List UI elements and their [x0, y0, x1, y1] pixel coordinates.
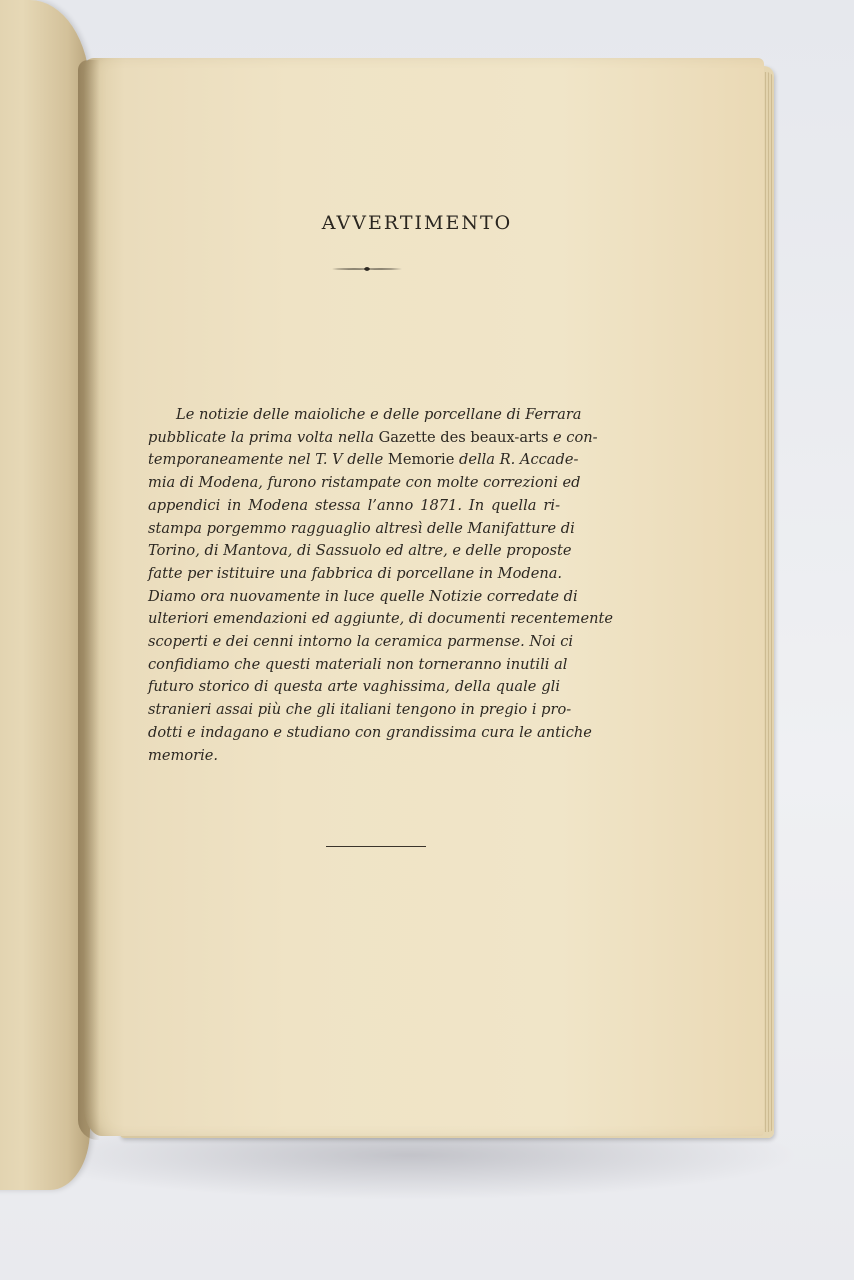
paragraph-line: [148, 722, 592, 745]
text-run: scoperti e dei cenni intorno la ceramica parmense. Noi ci: [148, 633, 574, 651]
paragraph-line: [148, 676, 560, 699]
paragraph-line: [148, 631, 574, 654]
closing-rule: [326, 846, 426, 847]
paragraph-line: [148, 586, 578, 609]
paragraph-line: [148, 540, 572, 563]
text-run: fatte per istituire una fabbrica di porcellane in Modena.: [148, 564, 563, 582]
text-run: Le notizie delle maioliche e delle porcellane di Ferrara: [176, 406, 582, 423]
text-run: dotti e indagano e studiano con grandissima cura le antiche: [148, 723, 592, 741]
paragraph-line: [148, 654, 568, 677]
text-run: pubblicate la prima volta nella: [148, 428, 379, 446]
paragraph-line: [148, 608, 614, 631]
paragraph-line: [148, 518, 575, 541]
text-run: stranieri assai più che gli italiani tengono in pregio i pro-: [148, 701, 572, 719]
paragraph-line: [148, 404, 582, 427]
text-run: futuro storico di questa arte vaghissima, della quale gli: [148, 678, 560, 696]
paragraph-line: [148, 745, 560, 768]
text-run: della R. Accade-: [454, 451, 579, 469]
paragraph-line: [148, 427, 598, 450]
text-run-roman: Gazette des beaux-arts: [378, 428, 549, 446]
text-run: appendici in Modena stessa l’anno 1871. In quella ri-: [148, 496, 560, 514]
text-run: mia di Modena, furono ristampate con molte correzioni ed: [148, 474, 581, 492]
paragraph-line: [148, 699, 572, 722]
paragraph-line: [148, 472, 581, 495]
paragraph-line: [148, 563, 563, 586]
foreword-paragraph: [148, 404, 614, 767]
text-run: ulteriori emendazioni ed aggiunte, di documenti recentemente: [148, 610, 614, 628]
text-run: memorie.: [148, 746, 219, 764]
text-run: e con-: [548, 428, 598, 446]
text-run: stampa porgemmo ragguaglio altresì delle Manifatture di: [148, 519, 575, 537]
text-run: Torino, di Mantova, di Sassuolo ed altre, e delle proposte: [148, 542, 572, 560]
title-ornament-flourish: [330, 264, 404, 274]
text-run-roman: Memorie: [387, 451, 455, 469]
paragraph-line: [148, 495, 560, 518]
text-run: confidiamo che questi materiali non torneranno inutili al: [148, 655, 568, 673]
page-title: [0, 212, 854, 234]
paragraph-line: [148, 449, 579, 472]
text-run: temporaneamente nel T. V delle: [148, 451, 388, 469]
page-title-text: AVVERTIMENTO: [321, 212, 513, 234]
facing-page-left: [0, 0, 90, 1190]
text-run: Diamo ora nuovamente in luce quelle Notizie corredate di: [148, 587, 578, 605]
